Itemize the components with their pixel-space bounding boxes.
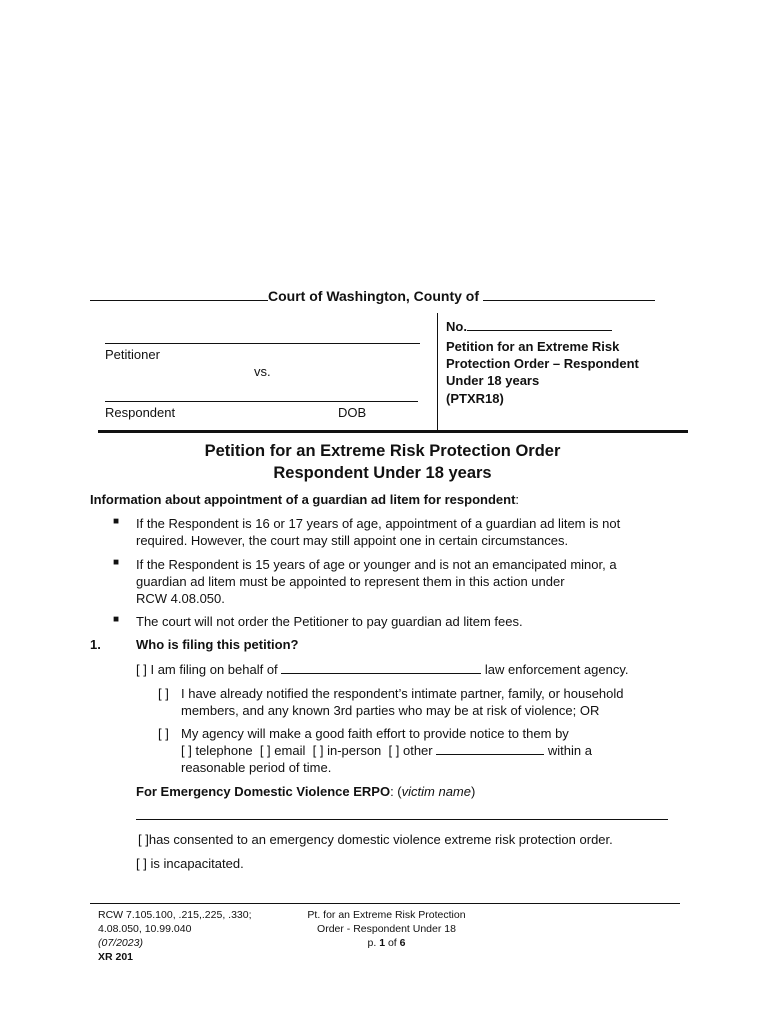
checkbox-already-notified[interactable]: [ ]: [158, 686, 169, 701]
bullet-icon: ■: [113, 557, 120, 568]
court-title-line: [90, 286, 680, 304]
caption-divider: [437, 313, 438, 431]
bullet-icon: ■: [113, 614, 120, 625]
checkbox-email[interactable]: [ ]: [259, 743, 271, 758]
caption-doc-title: [446, 338, 639, 389]
footer-page-number: p. 1 of 6: [367, 937, 406, 949]
footer-date: (07/2023): [98, 937, 143, 949]
dob-label: DOB: [338, 405, 367, 420]
petitioner-label: Petitioner: [105, 347, 160, 362]
notice-methods: [ ] telephone [ ] email [ ] in-person [ ] other within a: [181, 743, 592, 758]
filing-on-behalf-row: [ ] I am filing on behalf of law enforcement agency.: [136, 662, 629, 677]
good-faith-row: [ ] My agency will make a good faith effort to provide notice to them by [ ] telephone [ ] email [ ] in-person [ ] other within a reasonable period of time.: [158, 726, 592, 775]
erpo-label-row: For Emergency Domestic Violence ERPO: (victim name): [136, 784, 476, 799]
caption-bottom-rule: [98, 430, 688, 433]
county-court-blank[interactable]: [90, 286, 268, 301]
petitioner-name-line[interactable]: [105, 343, 420, 344]
section-1-title: Who is filing this petition?: [136, 637, 299, 652]
footer-title-line1: Pt. for an Extreme Risk Protection: [307, 909, 466, 921]
respondent-name-line[interactable]: [105, 401, 418, 402]
victim-name-line[interactable]: [136, 819, 668, 820]
checkbox-consented[interactable]: [ ]: [138, 832, 149, 847]
doc-title-line1: Petition for an Extreme Risk: [446, 339, 620, 354]
section-1-number: 1.: [90, 637, 101, 652]
page-title-line1: Petition for an Extreme Risk Protection Order: [204, 442, 561, 460]
case-number: [446, 318, 612, 334]
county-name-blank[interactable]: [483, 286, 655, 301]
court-title: Court of Washington, County of: [268, 288, 479, 304]
footer-center: [285, 908, 488, 950]
respondent-label: Respondent: [105, 405, 176, 420]
checkbox-other[interactable]: [ ]: [388, 743, 400, 758]
bullet-icon: ■: [113, 516, 120, 527]
footer-title-line2: Order - Respondent Under 18: [317, 923, 456, 935]
checkbox-in-person[interactable]: [ ]: [312, 743, 324, 758]
agency-name-blank[interactable]: [281, 661, 481, 674]
incapacitated-row: [ ] is incapacitated.: [136, 856, 244, 871]
gal-bullet-2: If the Respondent is 15 years of age or younger and is not an emancipated minor, a guardian ad litem must be appointed to represent them in this action under RCW 4.08.050.: [136, 557, 617, 606]
footer-rule: [90, 903, 680, 904]
gal-bullet-1: If the Respondent is 16 or 17 years of age, appointment of a guardian ad litem is not required. However, the court may still appoint one in certain circumstances.: [136, 516, 621, 548]
doc-title-line3: Under 18 years: [446, 373, 540, 388]
doc-code: (PTXR18): [446, 391, 504, 406]
consented-row: [ ]has consented to an emergency domestic violence extreme risk protection order.: [138, 832, 613, 847]
checkbox-telephone[interactable]: [ ]: [181, 743, 192, 758]
case-number-blank[interactable]: [467, 318, 612, 331]
footer-rcw-line1: RCW 7.105.100, .215,.225, .330;: [98, 909, 252, 921]
other-method-blank[interactable]: [436, 742, 544, 755]
gal-bullet-3: The court will not order the Petitioner to pay guardian ad litem fees.: [136, 614, 523, 629]
footer-rcw-line2: 4.08.050, 10.99.040: [98, 923, 192, 935]
checkbox-on-behalf[interactable]: [ ]: [136, 662, 147, 677]
checkbox-incapacitated[interactable]: [ ]: [136, 856, 147, 871]
page-title-line2: Respondent Under 18 years: [273, 464, 492, 482]
already-notified-row: [ ] I have already notified the respondent’s intimate partner, family, or household members, and any known 3rd parties who may be at risk of violence; OR: [158, 686, 624, 718]
doc-title-line2: Protection Order – Respondent: [446, 356, 639, 371]
footer-left: [98, 908, 252, 964]
footer-form-code: XR 201: [98, 951, 134, 963]
checkbox-good-faith[interactable]: [ ]: [158, 726, 169, 741]
gal-section-title: Information about appointment of a guardian ad litem for respondent:: [90, 492, 520, 507]
case-number-label: No.: [446, 319, 467, 334]
vs-label: vs.: [254, 364, 271, 379]
